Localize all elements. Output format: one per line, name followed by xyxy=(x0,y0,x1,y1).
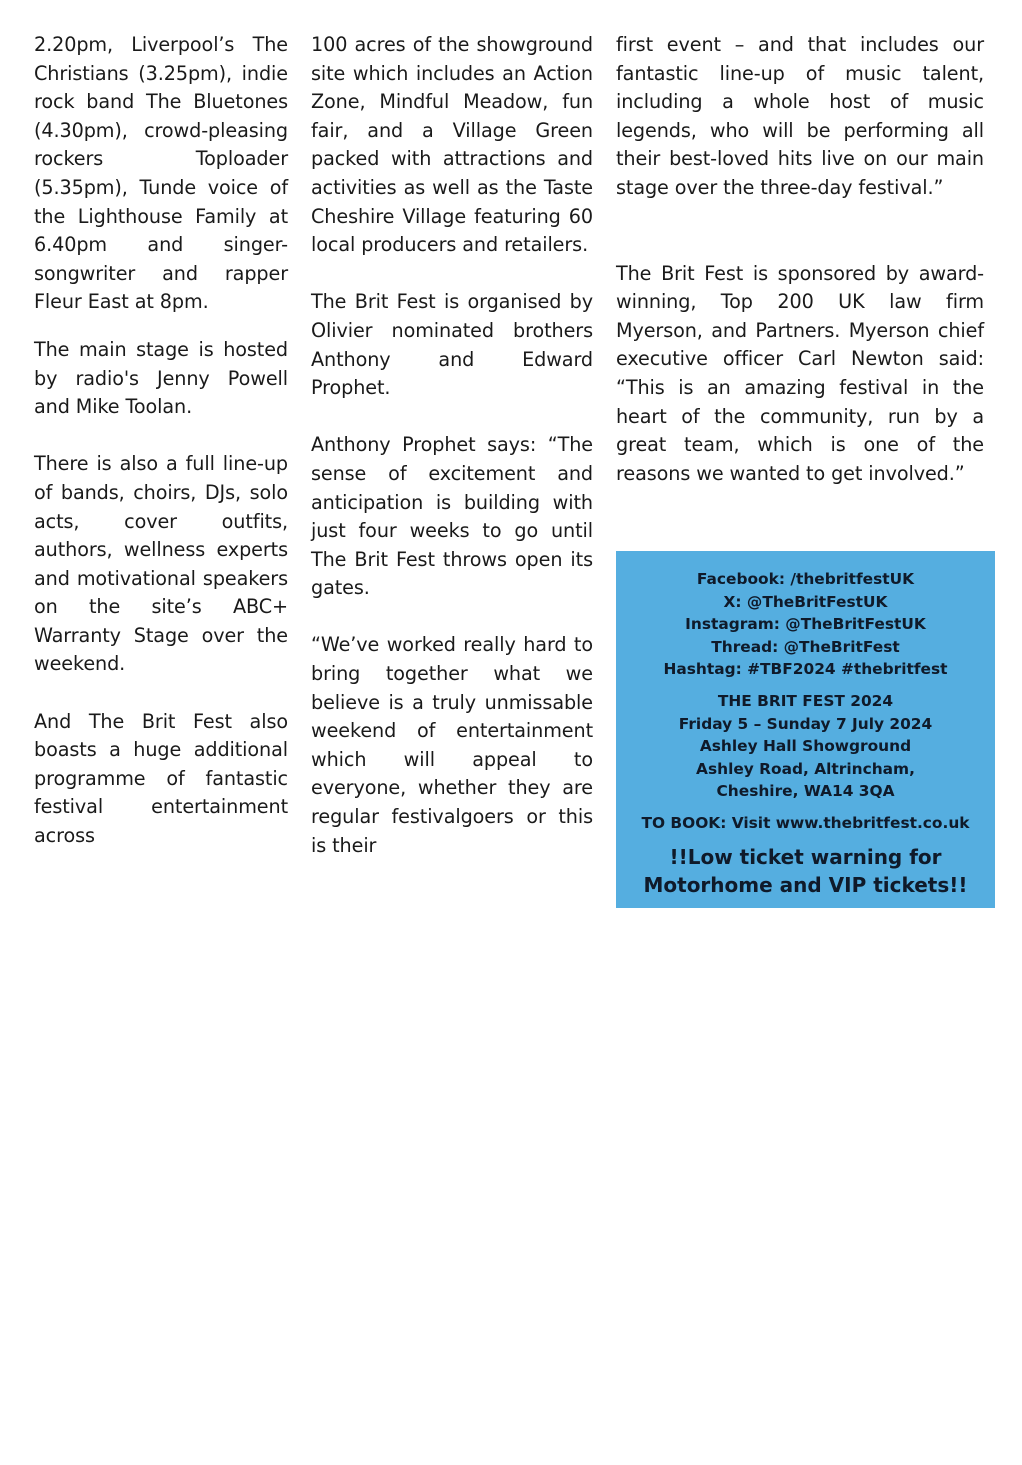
ticket-warning xyxy=(616,843,995,899)
paragraph: Anthony Prophet says: “The sense of excitement and anticipation is building with just four weeks to go until The Brit Fest throws open its gates. xyxy=(311,433,593,600)
paragraph: 100 acres of the showground site which includes an Action Zone, Mindful Meadow, fun fair, and a Village Green packed with attractions and activities as well as the Taste Cheshire Village featuring 60 local producers and retailers. xyxy=(311,33,593,257)
event-address-line-1: Ashley Road, Altrincham, xyxy=(696,759,915,778)
booking-info: TO BOOK: Visit www.thebritfest.co.uk xyxy=(641,813,970,832)
article-column-2 xyxy=(311,31,593,860)
ticket-warning-line-2: Motorhome and VIP tickets!! xyxy=(643,872,968,897)
facebook-handle: Facebook: /thebritfestUK xyxy=(696,570,915,588)
hashtags: Hashtag: #TBF2024 #thebritfest xyxy=(663,660,948,679)
paragraph: There is also a full line-up of bands, choirs, DJs, solo acts, cover outfits, authors, wellness experts and motivational speakers on the site’s ABC+ Warranty Stage over the weekend. xyxy=(34,452,288,676)
article-column-3 xyxy=(616,31,984,488)
paragraph: first event – and that includes our fantastic line-up of music talent, including a whole host of music legends, who will be performing all their best-loved hits live on our main stage over the three-day festival.” xyxy=(616,33,984,199)
thread-handle: Thread: @TheBritFest xyxy=(711,637,900,656)
paragraph: The Brit Fest is organised by Olivier nominated brothers Anthony and Edward Prophet. xyxy=(311,290,593,400)
paragraph: 2.20pm, Liverpool’s The Christians (3.25pm), indie rock band The Bluetones (4.30pm), crowd-pleasing rockers Toploader (5.35pm), Tunde voice of the Lighthouse Family at 6.40pm and singer-songwriter and rapper Fleur East at 8pm. xyxy=(34,33,288,314)
paragraph: The main stage is hosted by radio's Jenny Powell and Mike Toolan. xyxy=(34,337,288,419)
event-address-line-2: Cheshire, WA14 3QA xyxy=(716,782,895,801)
event-name: THE BRIT FEST 2024 xyxy=(717,691,894,710)
event-venue: Ashley Hall Showground xyxy=(699,737,912,756)
event-info-box xyxy=(616,551,995,908)
paragraph: The Brit Fest is sponsored by award-winning, Top 200 UK law firm Myerson, and Partners. Myerson chief executive officer Carl Newton said: “This is an amazing festival in the heart of the community, run by a great team, which is one of the reasons we wanted to get involved.” xyxy=(616,261,984,485)
event-dates: Friday 5 – Sunday 7 July 2024 xyxy=(678,714,933,733)
paragraph: And The Brit Fest also boasts a huge additional programme of fantastic festival entertainment across xyxy=(34,709,288,848)
paragraph: “We’ve worked really hard to bring together what we believe is a truly unmissable weekend of entertainment which will appeal to everyone, whether they are regular festivalgoers or this is their xyxy=(311,633,593,857)
x-handle: X: @TheBritFestUK xyxy=(723,592,888,611)
article-column-1 xyxy=(34,31,288,851)
instagram-handle: Instagram: @TheBritFestUK xyxy=(685,615,926,634)
ticket-warning-line-1: !!Low ticket warning for xyxy=(669,844,942,869)
